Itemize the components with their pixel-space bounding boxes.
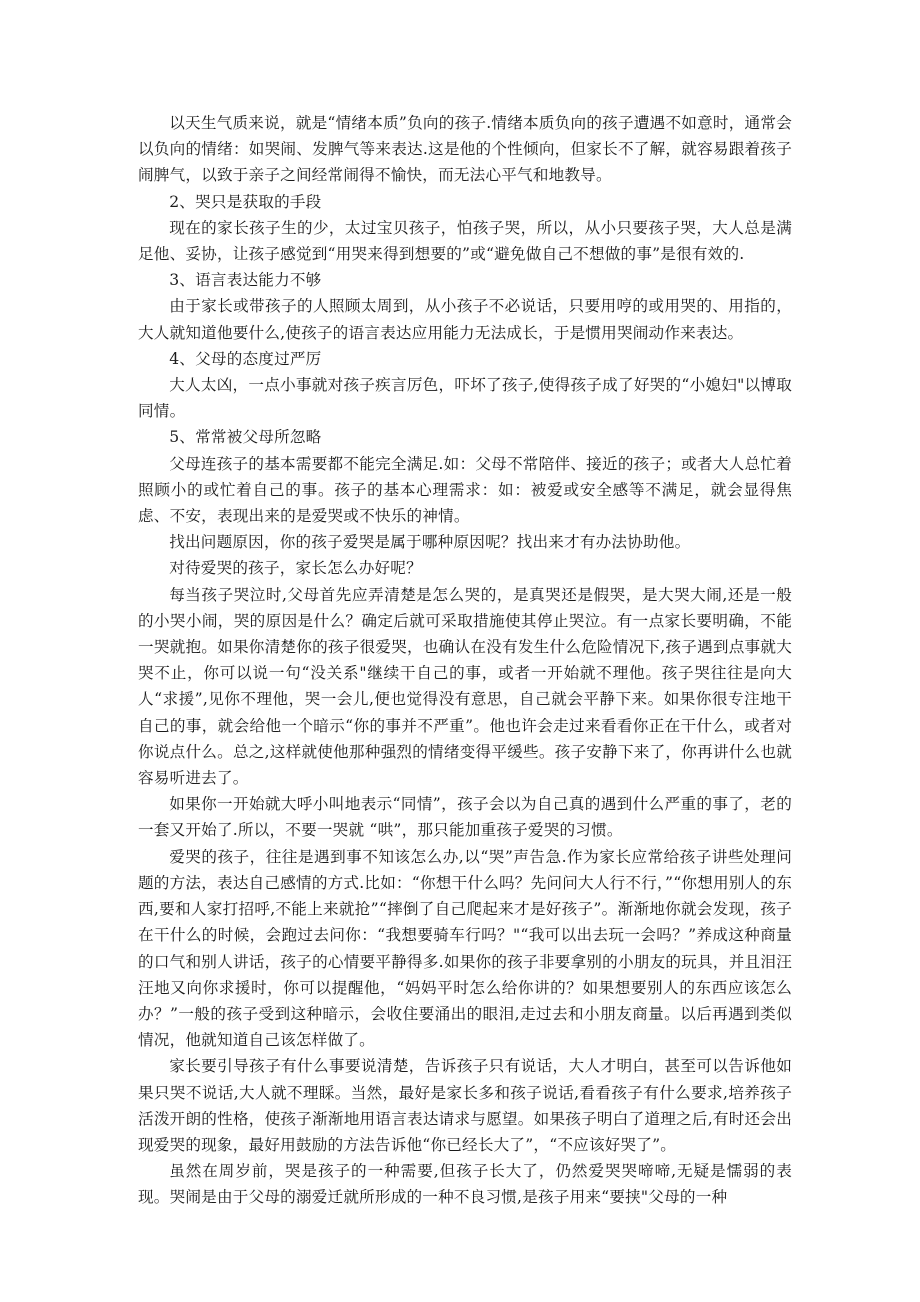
paragraph-guide-speaking: 家长要引导孩子有什么事要说清楚，告诉孩子只有说话，大人才明白，甚至可以告诉他如果只哭不说话,大人就不理睬。当然，最好是家长多和孩子说话,看看孩子有什么要求,培养孩子活泼开朗的性格，使孩子渐渐地用语言表达请求与愿望。如果孩子明白了道理之后,有时还会出现爱哭的现象，最好用鼓励的方法告诉他“你已经长大了”，“不应该好哭了”。 xyxy=(138,1057,792,1154)
paragraph-bad-habit: 虽然在周岁前，哭是孩子的一种需要,但孩子长大了，仍然爱哭哭啼啼,无疑是懦弱的表现。哭闹是由于父母的溺爱迁就所形成的一种不良习惯,是孩子用来“要挟"父母的一种 xyxy=(138,1162,792,1207)
paragraph-crying-as-means: 现在的家长孩子生的少，太过宝贝孩子，怕孩子哭，所以，从小只要孩子哭，大人总是满足他、妥协，让孩子感觉到“用哭来得到想要的”或“避免做自己不想做的事”是很有效的. xyxy=(138,218,792,264)
paragraph-when-crying: 每当孩子哭泣时,父母首先应弄清楚是怎么哭的，是真哭还是假哭，是大哭大闹,还是一般的小哭小闹，哭的原因是什么？确定后就可采取措施使其停止哭泣。有一点家长要明确，不能一哭就抱。如果你清楚你的孩子很爱哭，也确认在没有发生什么危险情况下,孩子遇到点事就大哭不止，你可以说一句“没关系"继续干自己的事，或者一开始就不理他。孩子哭往往是向大人“求援”,见你不理他，哭一会儿,便也觉得没有意思，自己就会平静下来。如果你很专注地干自己的事，就会给他一个暗示“你的事并不严重”。他也许会走过来看看你正在干什么，或者对你说点什么。总之,这样就使他那种强烈的情绪变得平缓些。孩子安静下来了，你再讲什么也就容易听进去了。 xyxy=(138,585,792,788)
paragraph-strict-parents: 大人太凶，一点小事就对孩子疾言厉色，吓坏了孩子,使得孩子成了好哭的“小媳妇"以博取同情。 xyxy=(138,376,792,421)
paragraph-temperament: 以天生气质来说，就是“情绪本质”负向的孩子.情绪本质负向的孩子遭遇不如意时，通常会以负向的情绪：如哭闹、发脾气等来表达.这是他的个性倾向，但家长不了解，就容易跟着孩子闹脾气，以致于亲子之间经常闹得不愉快，而无法心平气和地教导。 xyxy=(138,114,792,185)
heading-language-ability: 3、语言表达能力不够 xyxy=(169,271,322,290)
paragraph-sympathy: 如果你一开始就大呼小叫地表示“同情”，孩子会以为自己真的遇到什么严重的事了，老的一套又开始了.所以，不要一哭就 “哄”，那只能加重孩子爱哭的习惯。 xyxy=(138,795,792,840)
paragraph-find-cause: 找出问题原因，你的孩子爱哭是属于哪种原因呢？找出来才有办法协助他。 xyxy=(169,533,691,552)
paragraph-how-to-handle: 对待爱哭的孩子，家长怎么办好呢？ xyxy=(169,559,422,578)
heading-strict-parents: 4、父母的态度过严厉 xyxy=(169,349,322,368)
paragraph-language-ability: 由于家长或带孩子的人照顾太周到，从小孩子不必说话，只要用哼的或用哭的、用指的，大人就知道他要什么,使孩子的语言表达应用能力无法成长，于是惯用哭闹动作来表达。 xyxy=(138,297,792,342)
paragraph-neglected: 父母连孩子的基本需要都不能完全满足.如：父母不常陪伴、接近的孩子；或者大人总忙着照顾小的或忙着自己的事。孩子的基本心理需求：如：被爱或安全感等不满足，就会显得焦虑、不安，表现出来的是爱哭或不快乐的神情。 xyxy=(138,454,792,526)
heading-neglected: 5、常常被父母所忽略 xyxy=(169,428,322,447)
paragraph-teach-methods: 爱哭的孩子，往往是遇到事不知该怎么办,以“哭”声告急.作为家长应常给孩子讲些处理问题的方法，表达自己感情的方式.比如：“你想干什么吗？先问问大人行不行，”“你想用别人的东西,要和人家打招呼,不能上来就抢”“摔倒了自己爬起来才是好孩子”。渐渐地你就会发现，孩子在干什么的时候，会跑过去问你：“我想要骑车行吗？"“我可以出去玩一会吗？”养成这种商量的口气和别人讲话，孩子的心情要平静得多.如果你的孩子非要拿别的小朋友的玩具，并且泪汪汪地又向你求援时，你可以提醒他，“妈妈平时怎么给你讲的？如果想要别人的东西应该怎么办？”一般的孩子受到这种暗示，会收住要涌出的眼泪,走过去和小朋友商量。以后再遇到类似情况，他就知道自己该怎样做了。 xyxy=(138,847,792,1050)
heading-crying-as-means: 2、哭只是获取的手段 xyxy=(169,192,322,211)
